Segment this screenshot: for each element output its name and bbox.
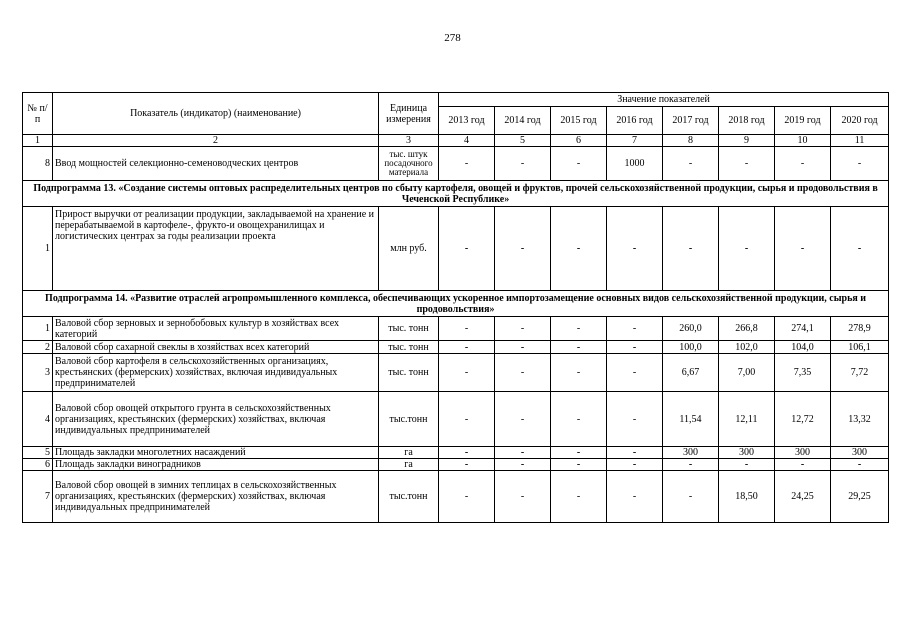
- value-cell: -: [495, 447, 551, 459]
- value-cell: 12,72: [775, 392, 831, 447]
- row-name: Ввод мощностей селекционно-семеноводческих центров: [53, 147, 379, 181]
- row-unit: тыс.тонн: [379, 392, 439, 447]
- row-num: 8: [23, 147, 53, 181]
- row-num: 1: [23, 317, 53, 341]
- value-cell: -: [719, 459, 775, 471]
- index-cell: 5: [495, 135, 551, 147]
- index-cell: 8: [663, 135, 719, 147]
- row-name: Прирост выручки от реализации продукции, закладываемой на хранение и перерабатываемой в картофеле-, фрукто-и овощехранилищах и логистических центрах за годы реализации проекта: [53, 207, 379, 291]
- value-cell: -: [439, 459, 495, 471]
- row-num: 3: [23, 354, 53, 392]
- header-year: 2016 год: [607, 107, 663, 135]
- value-cell: -: [607, 459, 663, 471]
- value-cell: -: [663, 207, 719, 291]
- index-cell: 6: [551, 135, 607, 147]
- row-name: Валовой сбор зерновых и зернобобовых культур в хозяйствах всех категорий: [53, 317, 379, 341]
- row-unit: тыс. тонн: [379, 341, 439, 354]
- index-cell: 1: [23, 135, 53, 147]
- value-cell: -: [551, 207, 607, 291]
- value-cell: -: [775, 147, 831, 181]
- row-num: 5: [23, 447, 53, 459]
- row-unit: млн руб.: [379, 207, 439, 291]
- header-year: 2017 год: [663, 107, 719, 135]
- value-cell: -: [439, 354, 495, 392]
- row-num: 2: [23, 341, 53, 354]
- value-cell: 7,35: [775, 354, 831, 392]
- index-cell: 11: [831, 135, 889, 147]
- value-cell: -: [663, 459, 719, 471]
- value-cell: -: [607, 207, 663, 291]
- value-cell: -: [495, 341, 551, 354]
- value-cell: 12,11: [719, 392, 775, 447]
- row-unit: тыс. тонн: [379, 317, 439, 341]
- value-cell: 100,0: [663, 341, 719, 354]
- row-unit: тыс.тонн: [379, 471, 439, 523]
- table-row: [23, 459, 889, 471]
- table-row: [23, 447, 889, 459]
- value-cell: -: [495, 317, 551, 341]
- value-cell: -: [775, 459, 831, 471]
- row-unit: га: [379, 459, 439, 471]
- value-cell: 300: [831, 447, 889, 459]
- value-cell: 6,67: [663, 354, 719, 392]
- value-cell: 266,8: [719, 317, 775, 341]
- value-cell: -: [607, 471, 663, 523]
- index-cell: 4: [439, 135, 495, 147]
- indicators-table: [22, 92, 889, 523]
- value-cell: -: [607, 392, 663, 447]
- value-cell: -: [607, 447, 663, 459]
- row-unit: тыс. штук посадочного материала: [379, 147, 439, 181]
- subprogram-14-title: Подпрограмма 14. «Развитие отраслей агропромышленного комплекса, обеспечивающих ускоренное импортозамещение основных видов сельскохозяйственной продукции, сырья и продовольствия»: [23, 291, 889, 317]
- header-indicator: Показатель (индикатор) (наименование): [53, 93, 379, 135]
- value-cell: 29,25: [831, 471, 889, 523]
- table-row: [23, 471, 889, 523]
- table-row: [23, 341, 889, 354]
- row-unit: га: [379, 447, 439, 459]
- table-row: [23, 207, 889, 291]
- page-number: 278: [444, 32, 461, 44]
- value-cell: 24,25: [775, 471, 831, 523]
- subprogram-13-title: Подпрограмма 13. «Создание системы оптовых распределительных центров по сбыту картофеля, овощей и фруктов, прочей сельскохозяйственной продукции, сырья и продовольствия в Чеченской Республике»: [23, 181, 889, 207]
- value-cell: -: [831, 207, 889, 291]
- header-unit: Единица измерения: [379, 93, 439, 135]
- value-cell: -: [439, 317, 495, 341]
- value-cell: -: [551, 354, 607, 392]
- value-cell: 18,50: [719, 471, 775, 523]
- value-cell: 274,1: [775, 317, 831, 341]
- value-cell: 7,72: [831, 354, 889, 392]
- table-row: [23, 147, 889, 181]
- header-year: 2014 год: [495, 107, 551, 135]
- row-num: 6: [23, 459, 53, 471]
- value-cell: 278,9: [831, 317, 889, 341]
- value-cell: -: [439, 392, 495, 447]
- value-cell: -: [551, 317, 607, 341]
- value-cell: -: [607, 341, 663, 354]
- value-cell: -: [495, 207, 551, 291]
- value-cell: 11,54: [663, 392, 719, 447]
- value-cell: -: [551, 341, 607, 354]
- value-cell: -: [719, 207, 775, 291]
- row-name: Валовой сбор овощей в зимних теплицах в сельскохозяйственных организациях, крестьянских (фермерских) хозяйствах, включая индивидуальных предпринимателей: [53, 471, 379, 523]
- value-cell: 102,0: [719, 341, 775, 354]
- value-cell: -: [551, 471, 607, 523]
- value-cell: -: [439, 447, 495, 459]
- value-cell: 300: [719, 447, 775, 459]
- row-name: Площадь закладки виноградников: [53, 459, 379, 471]
- value-cell: -: [719, 147, 775, 181]
- value-cell: -: [495, 354, 551, 392]
- value-cell: -: [495, 147, 551, 181]
- value-cell: -: [831, 147, 889, 181]
- header-year: 2018 год: [719, 107, 775, 135]
- index-cell: 7: [607, 135, 663, 147]
- row-unit: тыс. тонн: [379, 354, 439, 392]
- value-cell: -: [551, 447, 607, 459]
- row-name: Площадь закладки многолетних насаждений: [53, 447, 379, 459]
- header-num: № п/ п: [23, 93, 53, 135]
- row-num: 4: [23, 392, 53, 447]
- value-cell: -: [551, 147, 607, 181]
- value-cell: -: [607, 317, 663, 341]
- value-cell: -: [495, 459, 551, 471]
- value-cell: 13,32: [831, 392, 889, 447]
- value-cell: 300: [775, 447, 831, 459]
- row-name: Валовой сбор картофеля в сельскохозяйственных организациях, крестьянских (фермерских) хозяйствах, включая индивидуальных предпринимателей: [53, 354, 379, 392]
- value-cell: -: [663, 147, 719, 181]
- value-cell: -: [495, 471, 551, 523]
- table-row: [23, 317, 889, 341]
- table-row: [23, 392, 889, 447]
- row-name: Валовой сбор овощей открытого грунта в сельскохозяйственных организациях, крестьянских (фермерских) хозяйствах, включая индивидуальных предпринимателей: [53, 392, 379, 447]
- index-cell: 9: [719, 135, 775, 147]
- value-cell: -: [551, 392, 607, 447]
- value-cell: -: [663, 471, 719, 523]
- value-cell: -: [607, 354, 663, 392]
- row-num: 1: [23, 207, 53, 291]
- header-values-group: Значение показателей: [439, 93, 889, 107]
- value-cell: 260,0: [663, 317, 719, 341]
- index-cell: 3: [379, 135, 439, 147]
- value-cell: -: [439, 341, 495, 354]
- index-cell: 10: [775, 135, 831, 147]
- header-year: 2020 год: [831, 107, 889, 135]
- table-row: [23, 354, 889, 392]
- header-year: 2019 год: [775, 107, 831, 135]
- row-name: Валовой сбор сахарной свеклы в хозяйствах всех категорий: [53, 341, 379, 354]
- value-cell: -: [439, 207, 495, 291]
- row-num: 7: [23, 471, 53, 523]
- value-cell: 300: [663, 447, 719, 459]
- index-cell: 2: [53, 135, 379, 147]
- header-year: 2015 год: [551, 107, 607, 135]
- value-cell: 7,00: [719, 354, 775, 392]
- value-cell: -: [551, 459, 607, 471]
- value-cell: 104,0: [775, 341, 831, 354]
- value-cell: 1000: [607, 147, 663, 181]
- value-cell: -: [831, 459, 889, 471]
- value-cell: -: [495, 392, 551, 447]
- value-cell: -: [775, 207, 831, 291]
- value-cell: 106,1: [831, 341, 889, 354]
- value-cell: -: [439, 147, 495, 181]
- header-year: 2013 год: [439, 107, 495, 135]
- value-cell: -: [439, 471, 495, 523]
